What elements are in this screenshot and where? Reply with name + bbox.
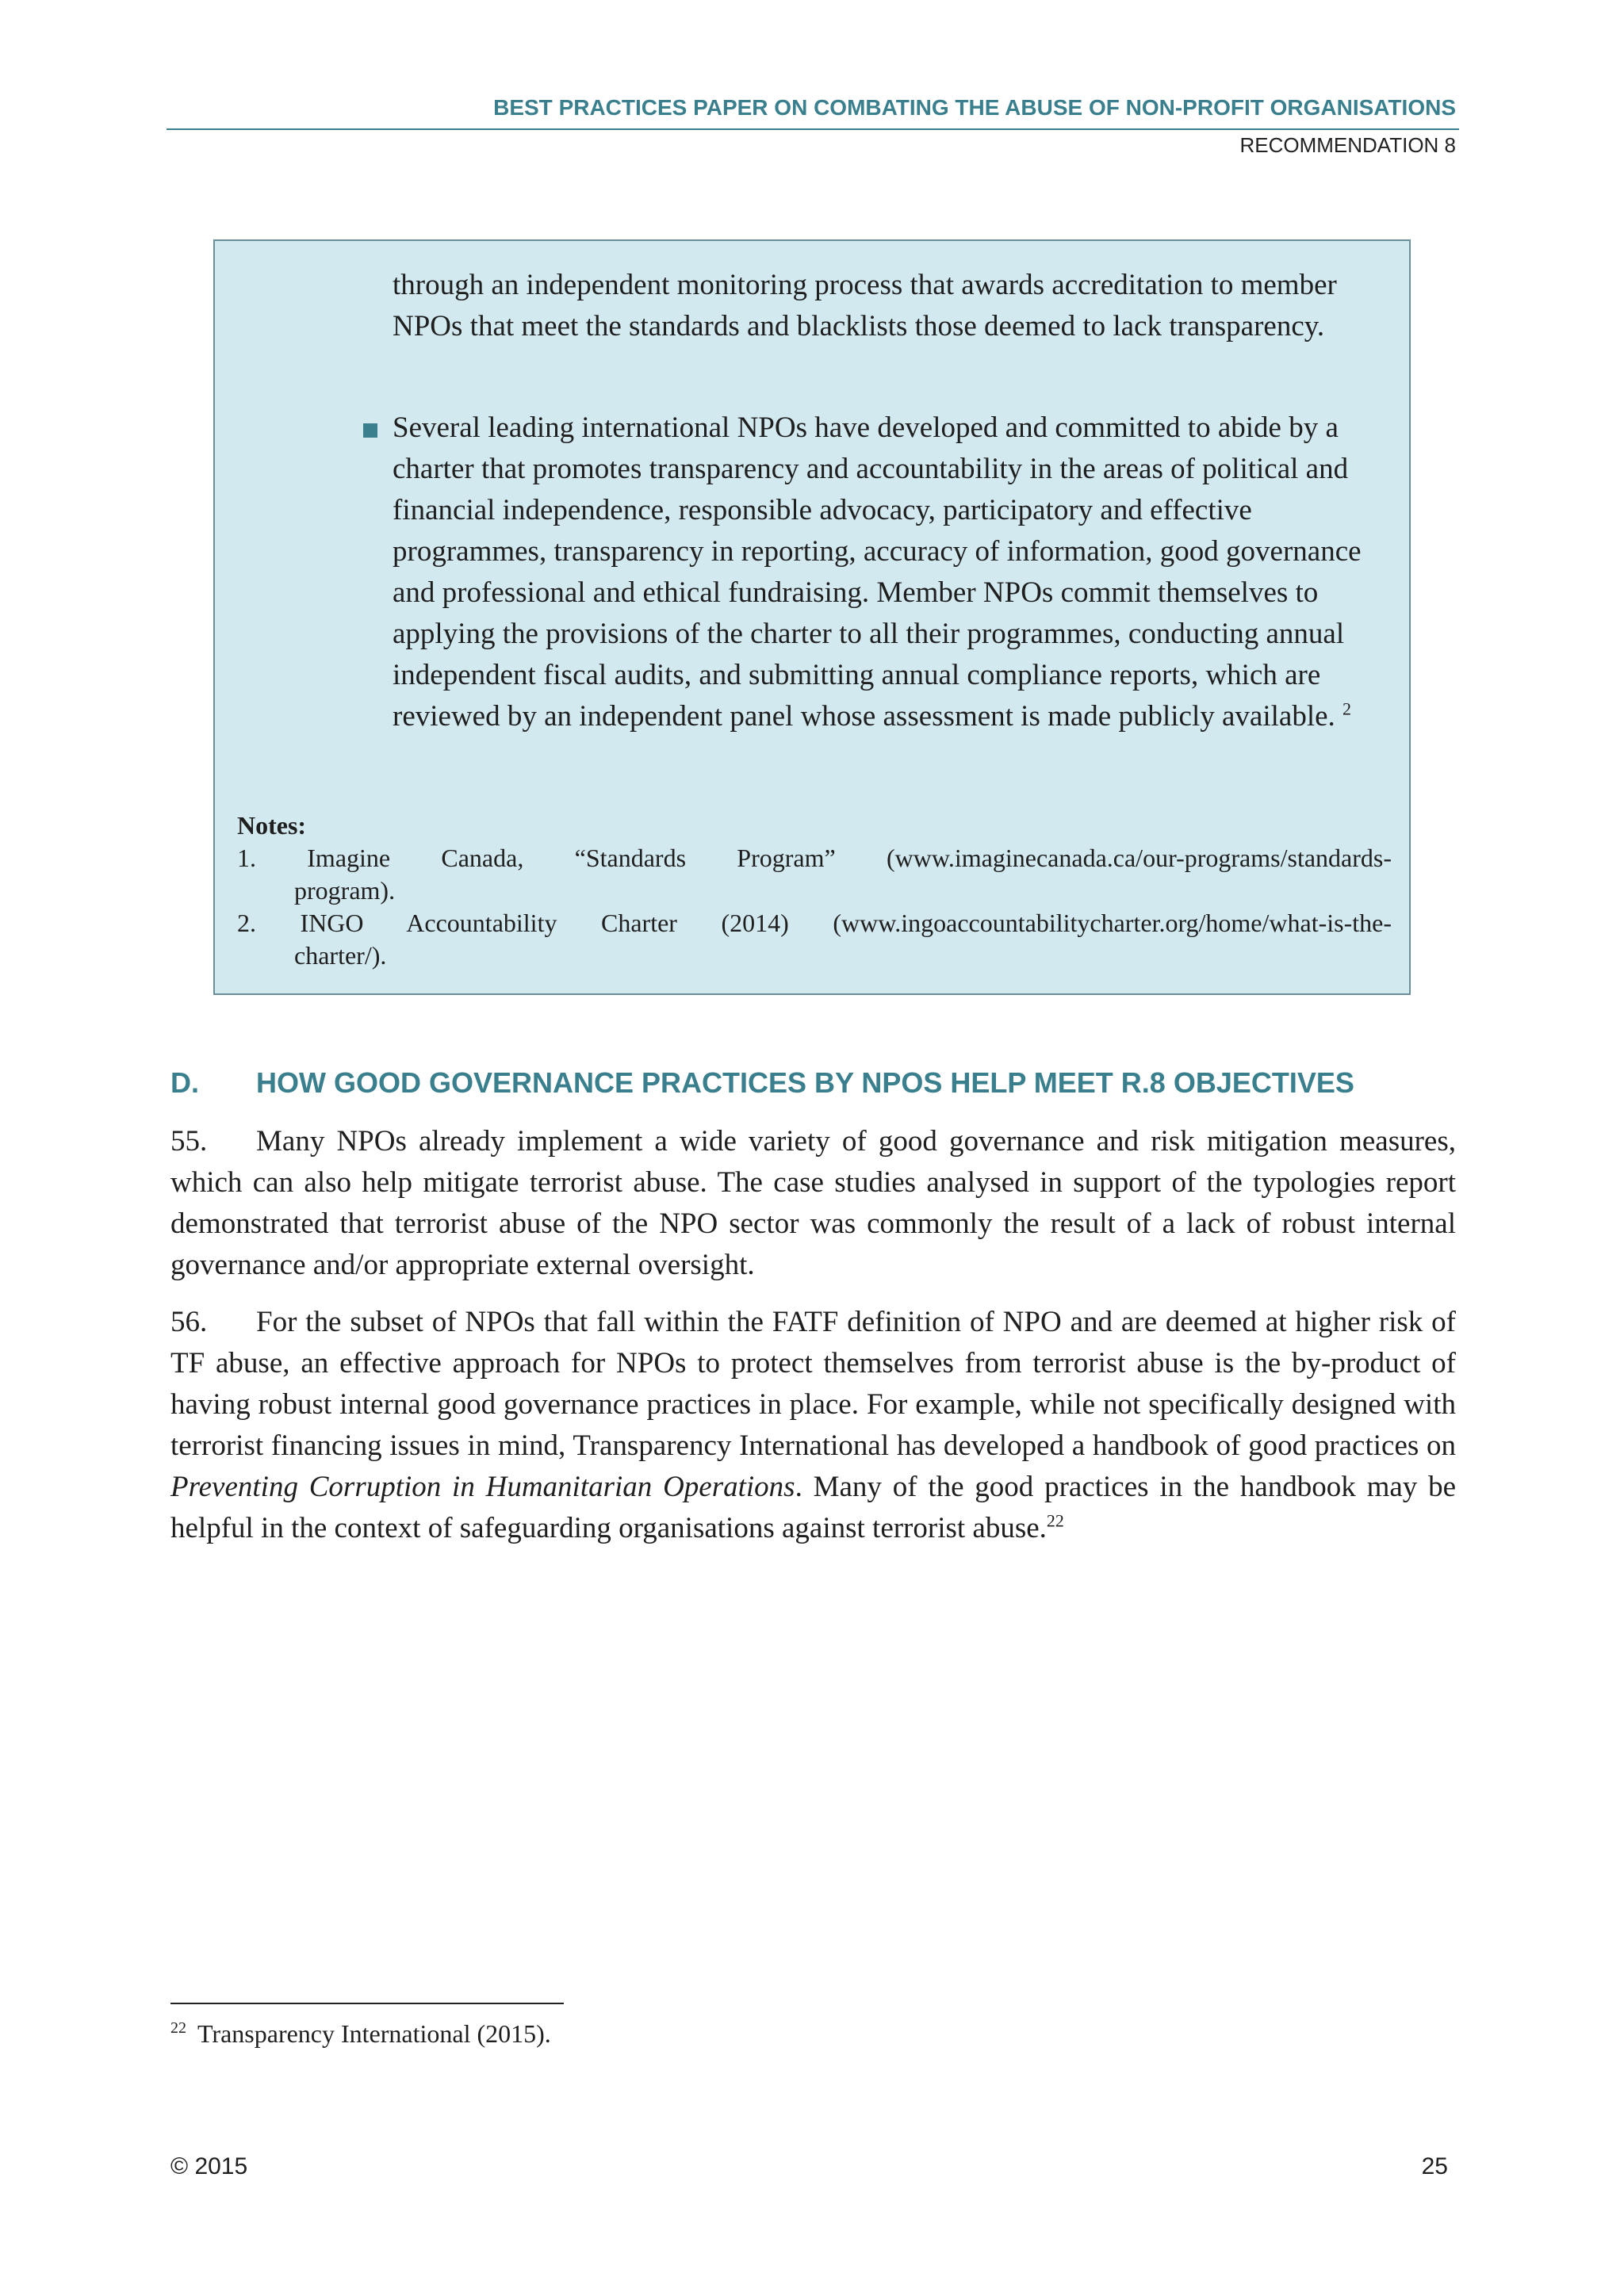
box-notes (237, 809, 1392, 972)
note-2-line1: 2. INGO Accountability Charter (2014) (www.ingoaccountabilitycharter.org/home/what-is-the- (237, 909, 1392, 937)
footnote-reference-22[interactable]: 22 (1046, 1510, 1064, 1531)
bullet-reference: 2 (1342, 698, 1352, 719)
header-subtitle: RECOMMENDATION 8 (1239, 133, 1456, 157)
paragraph-55 (170, 1121, 1456, 1286)
notes-title: Notes: (237, 811, 307, 840)
note-1-line2: program). (294, 876, 396, 905)
section-letter: D. (170, 1066, 199, 1099)
box-paragraph-continued: through an independent monitoring process that awards accreditation to member NPOs that meet the standards and blacklists those deemed to lack transparency. (393, 269, 1337, 342)
footnote-text: Transparency International (2015). (197, 2019, 551, 2048)
header-divider (167, 128, 1459, 130)
example-box (213, 239, 1411, 995)
handbook-title: Preventing Corruption in Humanitarian Operations (170, 1471, 795, 1503)
paragraph-56-text-b: . Many of the good practices in the handbook may be helpful in the context of safeguarding organisations against terrorist abuse. (170, 1471, 1456, 1544)
header-title: BEST PRACTICES PAPER ON COMBATING THE ABUSE OF NON-PROFIT ORGANISATIONS (493, 95, 1456, 120)
paragraph-55-number: 55. (170, 1125, 208, 1158)
footnote (170, 2018, 551, 2049)
square-bullet-icon (363, 423, 377, 438)
note-1-line1: 1. Imagine Canada, “Standards Program” (www.imaginecanada.ca/our-programs/standards- (237, 844, 1392, 872)
paragraph-56-text-a: For the subset of NPOs that fall within the FATF definition of NPO and are deemed at higher risk of TF abuse, an effective approach for NPOs to protect themselves from terrorist abuse is the by-product of having robust internal good governance practices in place. For example, while not specifically designed with terrorist financing issues in mind, Transparency International has developed a handbook of good practices on (170, 1306, 1456, 1462)
paragraph-56-number: 56. (170, 1306, 208, 1338)
footnote-number: 22 (170, 2019, 186, 2038)
section-title: HOW GOOD GOVERNANCE PRACTICES BY NPOS HELP MEET R.8 OBJECTIVES (256, 1066, 1354, 1099)
paragraph-55-text: Many NPOs already implement a wide variety of good governance and risk mitigation measures, which can also help mitigate terrorist abuse. The case studies analysed in support of the typologies report demonstrated that terrorist abuse of the NPO sector was commonly the result of a lack of robust internal governance and/or appropriate external oversight. (170, 1125, 1456, 1281)
box-bullet-text (393, 408, 1392, 737)
footer-copyright: © 2015 (170, 2153, 248, 2179)
footer-page-number: 25 (1421, 2153, 1448, 2179)
section-heading (170, 1066, 1439, 1100)
paragraph-56 (170, 1302, 1456, 1549)
footnote-divider (170, 2003, 564, 2004)
note-2-line2: charter/). (294, 941, 387, 970)
bullet-text-body: Several leading international NPOs have developed and committed to abide by a charter that promotes transparency and accountability in the areas of political and financial independence, responsible advocacy, participatory and effective programmes, transparency in reporting, accuracy of information, good governance and professional and ethical fundraising. Member NPOs commit themselves to applying the provisions of the charter to all their programmes, conducting annual independent fiscal audits, and submitting annual compliance reports, which are reviewed by an independent panel whose assessment is made publicly available. (393, 411, 1362, 733)
